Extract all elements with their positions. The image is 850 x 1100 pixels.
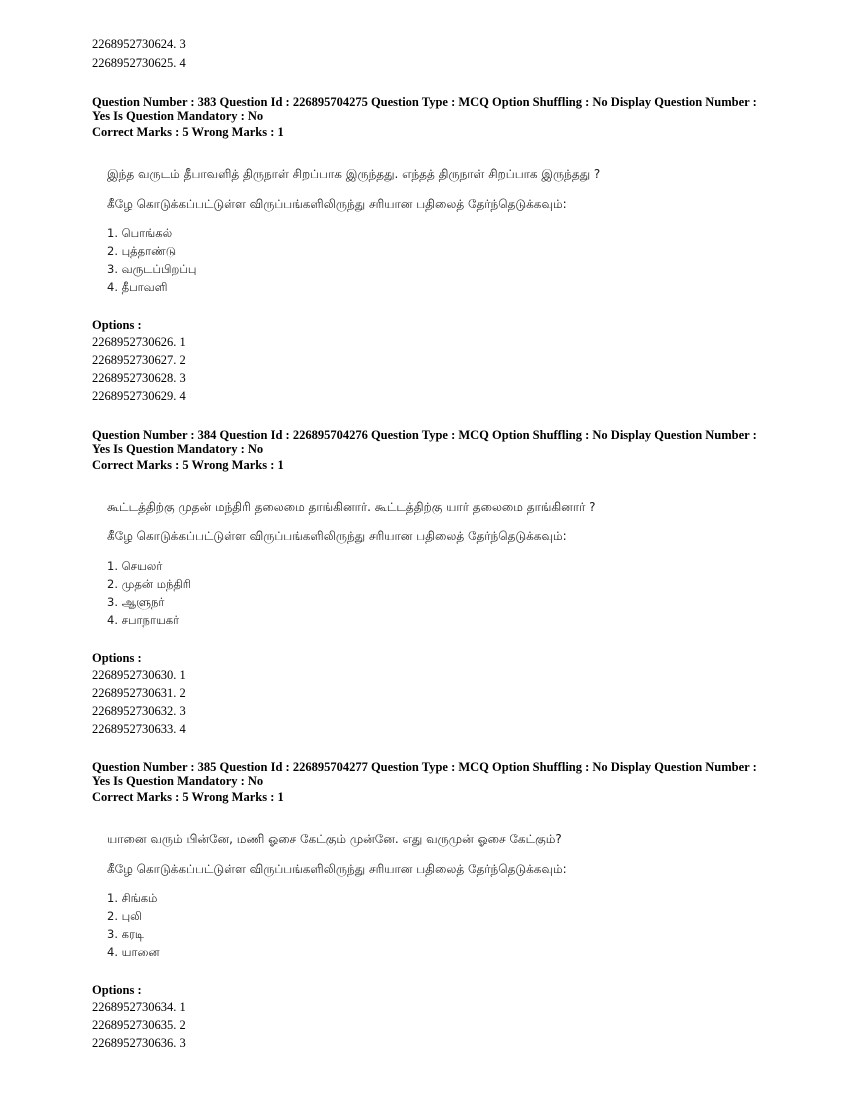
question-text: இந்த வருடம் தீபாவளித் திருநாள் சிறப்பாக இருந்தது. எந்தத் திருநாள் சிறப்பாக இருந்தது ? [107, 167, 601, 181]
option-line: 2268952730627. 2 [92, 353, 186, 367]
choice-item: 1. சிங்கம் [107, 891, 158, 905]
question-instruction: கீழே கொடுக்கப்பட்டுள்ள விருப்பங்களிலிருந்து சரியான பதிலைத் தேர்ந்தெடுக்கவும்: [107, 862, 567, 876]
choice-item: 1. செயலர் [107, 559, 163, 573]
option-line: 2268952730630. 1 [92, 668, 186, 682]
question-marks: Correct Marks : 5 Wrong Marks : 1 [92, 125, 284, 139]
choice-item: 2. புத்தாண்டு [107, 244, 177, 258]
choice-item: 4. சபாநாயகர் [107, 613, 180, 627]
options-label: Options : [92, 318, 142, 332]
choice-item: 1. பொங்கல் [107, 226, 173, 240]
option-line: 2268952730633. 4 [92, 722, 186, 736]
choice-item: 2. புலி [107, 909, 142, 923]
option-line: 2268952730628. 3 [92, 371, 186, 385]
choice-item: 4. யானை [107, 945, 160, 959]
option-line: 2268952730632. 3 [92, 704, 186, 718]
choice-item: 2. முதன் மந்திரி [107, 577, 192, 591]
option-line: 2268952730625. 4 [92, 56, 186, 70]
option-line: 2268952730635. 2 [92, 1018, 186, 1032]
choice-item: 4. தீபாவளி [107, 280, 168, 294]
option-line: 2268952730624. 3 [92, 37, 186, 51]
option-line: 2268952730626. 1 [92, 335, 186, 349]
options-label: Options : [92, 651, 142, 665]
question-header: Question Number : 384 Question Id : 226895704276 Question Type : MCQ Option Shuffling : No Display Question Number : Yes Is Question Mandatory : No [92, 428, 757, 456]
question-instruction: கீழே கொடுக்கப்பட்டுள்ள விருப்பங்களிலிருந்து சரியான பதிலைத் தேர்ந்தெடுக்கவும்: [107, 529, 567, 543]
question-text: கூட்டத்திற்கு முதன் மந்திரி தலைமை தாங்கினார். கூட்டத்திற்கு யார் தலைமை தாங்கினார் ? [107, 500, 596, 514]
question-header: Question Number : 385 Question Id : 226895704277 Question Type : MCQ Option Shuffling : No Display Question Number : Yes Is Question Mandatory : No [92, 760, 757, 788]
option-line: 2268952730636. 3 [92, 1036, 186, 1050]
question-text: யானை வரும் பின்னே, மணி ஓசை கேட்கும் முன்னே. எது வருமுன் ஓசை கேட்கும்? [107, 832, 562, 846]
question-header: Question Number : 383 Question Id : 226895704275 Question Type : MCQ Option Shuffling : No Display Question Number : Yes Is Question Mandatory : No [92, 95, 757, 123]
question-marks: Correct Marks : 5 Wrong Marks : 1 [92, 790, 284, 804]
question-marks: Correct Marks : 5 Wrong Marks : 1 [92, 458, 284, 472]
option-line: 2268952730634. 1 [92, 1000, 186, 1014]
question-instruction: கீழே கொடுக்கப்பட்டுள்ள விருப்பங்களிலிருந்து சரியான பதிலைத் தேர்ந்தெடுக்கவும்: [107, 197, 567, 211]
option-line: 2268952730631. 2 [92, 686, 186, 700]
options-label: Options : [92, 983, 142, 997]
choice-item: 3. கரடி [107, 927, 145, 941]
option-line: 2268952730629. 4 [92, 389, 186, 403]
choice-item: 3. ஆளுநர் [107, 595, 165, 609]
choice-item: 3. வருடப்பிறப்பு [107, 262, 197, 276]
